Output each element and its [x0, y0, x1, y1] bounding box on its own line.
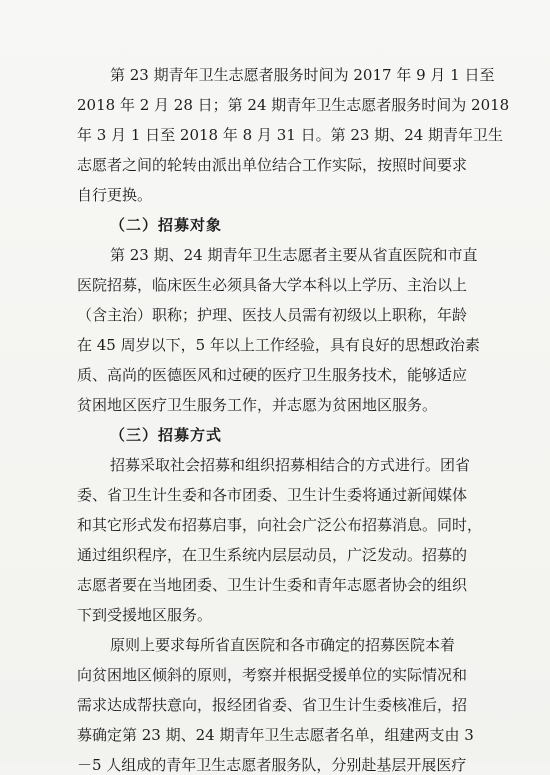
text-line: 2018 年 2 月 28 日；第 24 期青年卫生志愿者服务时间为 2018: [77, 96, 510, 114]
text-line: 质、高尚的医德医风和过硬的医疗卫生服务技术，能够适应: [77, 366, 468, 384]
text-line: 志愿者要在当地团委、卫生计生委和青年志愿者协会的组织: [77, 576, 468, 594]
text-line: （含主治）职称；护理、医技人员需有初级以上职称，年龄: [77, 306, 468, 324]
text-line: 向贫困地区倾斜的原则，考察并根据受援单位的实际情况和: [77, 666, 468, 684]
text-line: 自行更换。: [77, 186, 153, 204]
section-heading: （二）招募对象: [110, 216, 223, 234]
text-line: －5 人组成的青年卫生志愿者服务队，分别赴基层开展医疗: [77, 756, 467, 774]
section-heading: （三）招募方式: [110, 426, 223, 444]
text-line: 下到受援地区服务。: [77, 606, 213, 624]
text-line: 招募采取社会招募和组织招募相结合的方式进行。团省: [110, 456, 471, 474]
text-line: 原则上要求每所省直医院和各市确定的招募医院本着: [110, 636, 456, 654]
text-line: 需求达成帮扶意向，报经团省委、省卫生计生委核准后，招: [77, 696, 468, 714]
text-line: 年 3 月 1 日至 2018 年 8 月 31 日。第 23 期、24 期青年卫生: [77, 126, 504, 144]
text-line: 募确定第 23 期、24 期青年卫生志愿者名单，组建两支由 3: [77, 726, 474, 744]
text-line: 第 23 期青年卫生志愿者服务时间为 2017 年 9 月 1 日至: [110, 66, 495, 84]
text-line: 第 23 期、24 期青年卫生志愿者主要从省直医院和市直: [110, 246, 478, 264]
text-line: 医院招募，临床医生必须具备大学本科以上学历、主治以上: [77, 276, 468, 294]
text-line: 贫困地区医疗卫生服务工作，并志愿为贫困地区服务。: [77, 396, 438, 414]
text-line: 通过组织程序，在卫生系统内层层动员，广泛发动。招募的: [77, 546, 468, 564]
text-line: 志愿者之间的轮转由派出单位结合工作实际，按照时间要求: [77, 156, 468, 174]
text-line: 和其它形式发布招募启事，向社会广泛公布招募消息。同时，: [77, 516, 483, 534]
text-line: 在 45 周岁以下，5 年以上工作经验，具有良好的思想政治素: [77, 336, 480, 354]
text-line: 委、省卫生计生委和各市团委、卫生计生委将通过新闻媒体: [77, 486, 468, 504]
